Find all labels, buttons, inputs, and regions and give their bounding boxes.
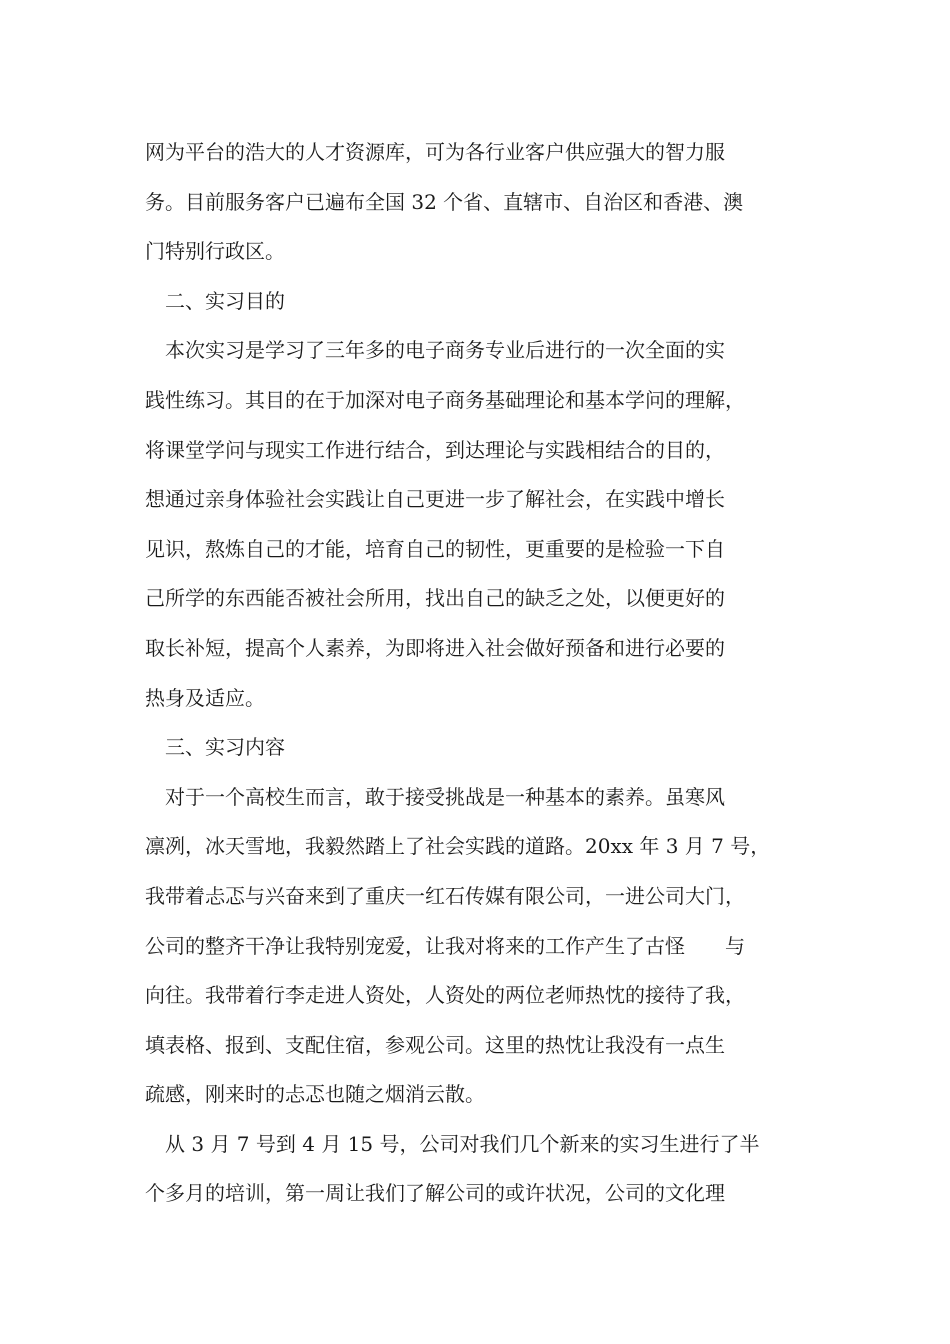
paragraph-line: 将课堂学问与现实工作进行结合，到达理论与实践相结合的目的， xyxy=(145,437,725,462)
paragraph-line: 凛冽，冰天雪地，我毅然踏上了社会实践的道路。20xx 年 3 月 7 号， xyxy=(145,834,771,859)
paragraph-line: 从 3 月 7 号到 4 月 15 号，公司对我们几个新来的实习生进行了半 xyxy=(165,1131,760,1156)
section-heading-content: 三、实习内容 xyxy=(165,735,285,760)
paragraph-line: 我带着忐忑与兴奋来到了重庆一红石传媒有限公司，一进公司大门， xyxy=(145,883,745,908)
paragraph-line: 本次实习是学习了三年多的电子商务专业后进行的一次全面的实 xyxy=(165,338,725,363)
paragraph-line: 填表格、报到、支配住宿，参观公司。这里的热忱让我没有一点生 xyxy=(145,1032,725,1057)
section-heading-purpose: 二、实习目的 xyxy=(165,288,285,313)
paragraph-line: 公司的整齐干净让我特别宠爱，让我对将来的工作产生了古怪 与 xyxy=(145,933,745,958)
paragraph-line: 取长补短，提高个人素养，为即将进入社会做好预备和进行必要的 xyxy=(145,635,725,660)
paragraph-line: 向往。我带着行李走进人资处，人资处的两位老师热忱的接待了我， xyxy=(145,983,745,1008)
paragraph-line: 网为平台的浩大的人才资源库，可为各行业客户供应强大的智力服 xyxy=(145,140,725,164)
paragraph-line: 热身及适应。 xyxy=(145,685,265,710)
paragraph-line: 想通过亲身体验社会实践让自己更进一步了解社会，在实践中增长 xyxy=(145,487,725,512)
paragraph-line: 疏感，刚来时的忐忑也随之烟消云散。 xyxy=(145,1082,485,1107)
paragraph-line: 个多月的培训，第一周让我们了解公司的或许状况，公司的文化理 xyxy=(145,1181,725,1206)
paragraph-line: 见识，熬炼自己的才能，培育自己的韧性，更重要的是检验一下自 xyxy=(145,536,725,561)
document-body xyxy=(145,128,825,1219)
paragraph-line: 务。目前服务客户已遍布全国 32 个省、直辖市、自治区和香港、澳 xyxy=(145,189,744,214)
paragraph-line: 践性练习。其目的在于加深对电子商务基础理论和基本学问的理解， xyxy=(145,387,745,412)
paragraph-line: 对于一个高校生而言，敢于接受挑战是一种基本的素养。虽寒风 xyxy=(165,784,725,809)
paragraph-line: 门特别行政区。 xyxy=(145,239,285,264)
paragraph-line: 己所学的东西能否被社会所用，找出自己的缺乏之处，以便更好的 xyxy=(145,586,725,611)
